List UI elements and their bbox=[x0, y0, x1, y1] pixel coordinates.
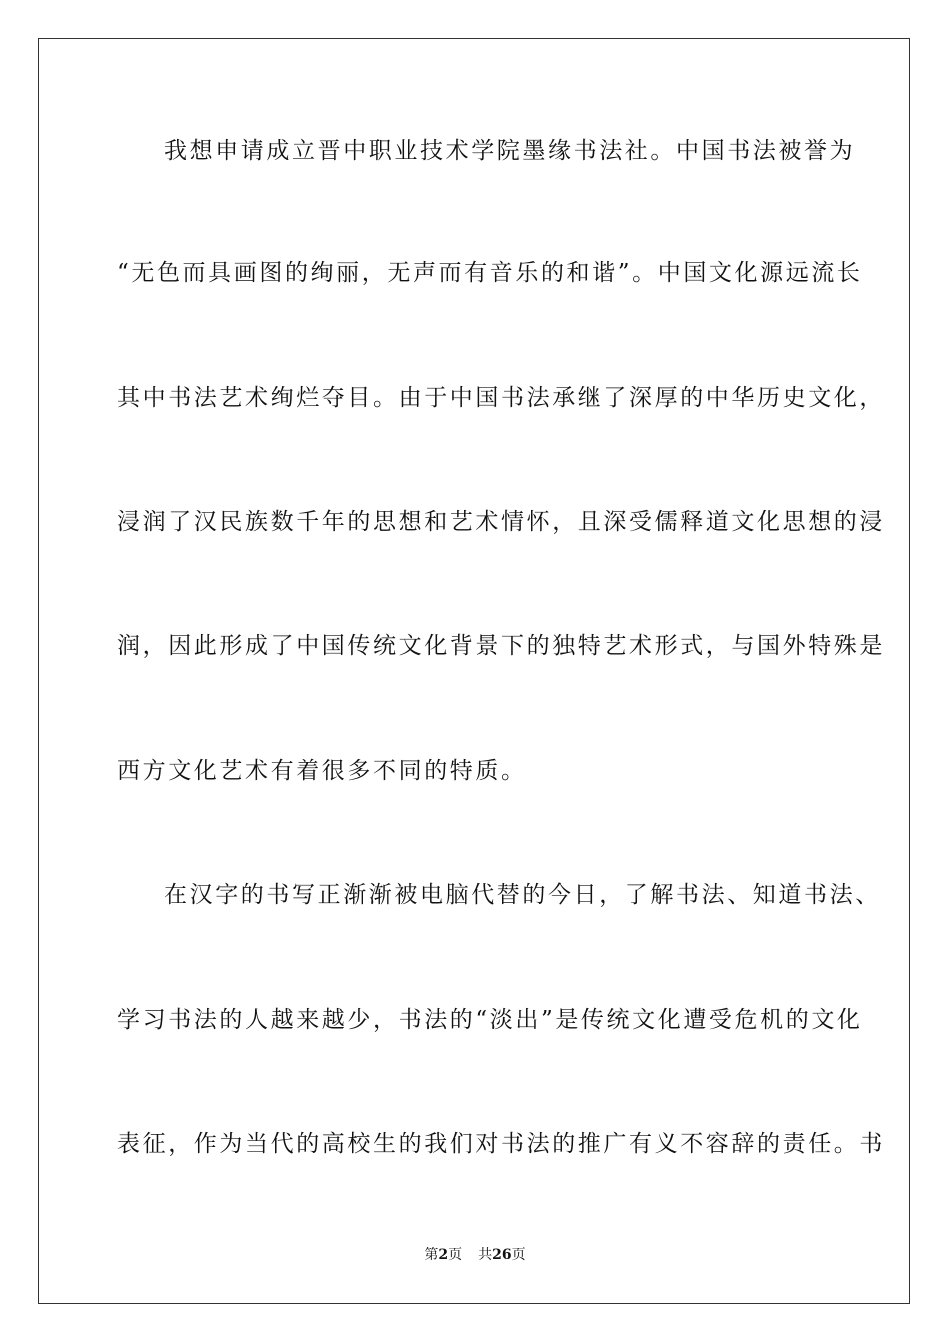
paragraph-1-line-5: 润，因此形成了中国传统文化背景下的独特艺术形式，与国外特殊是 bbox=[117, 633, 885, 659]
page-border bbox=[38, 38, 910, 1304]
paragraph-1-line-2: “无色而具画图的绚丽，无声而有音乐的和谐”。中国文化源远流长 bbox=[117, 260, 863, 286]
page-current: 2 bbox=[438, 1247, 449, 1263]
paragraph-1-line-3: 其中书法艺术绚烂夺目。由于中国书法承继了深厚的中华历史文化， bbox=[117, 385, 885, 411]
page-total: 26 bbox=[492, 1247, 512, 1263]
paragraph-1-line-1: 我想申请成立晋中职业技术学院墨缘书法社。中国书法被誉为 bbox=[164, 138, 856, 164]
total-prefix: 共 bbox=[478, 1247, 493, 1263]
page-prefix: 第 bbox=[424, 1247, 439, 1263]
total-suffix: 页 bbox=[511, 1247, 526, 1263]
page-footer bbox=[0, 1246, 950, 1264]
paragraph-1-line-4: 浸润了汉民族数千年的思想和艺术情怀，且深受儒释道文化思想的浸 bbox=[117, 509, 885, 535]
paragraph-2-line-1: 在汉字的书写正渐渐被电脑代替的今日，了解书法、知道书法、 bbox=[164, 882, 881, 908]
paragraph-1-line-6: 西方文化艺术有着很多不同的特质。 bbox=[117, 758, 527, 784]
page-suffix: 页 bbox=[448, 1247, 463, 1263]
paragraph-2-line-2: 学习书法的人越来越少，书法的“淡出”是传统文化遭受危机的文化 bbox=[117, 1007, 863, 1033]
paragraph-2-line-3: 表征，作为当代的高校生的我们对书法的推广有义不容辞的责任。书 bbox=[117, 1131, 885, 1157]
